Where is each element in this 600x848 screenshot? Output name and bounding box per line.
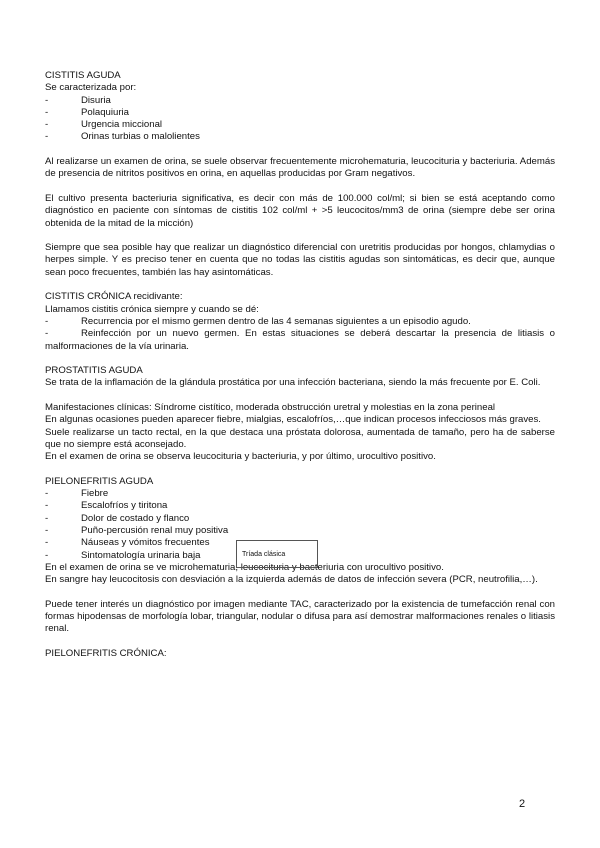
list-item xyxy=(45,488,555,500)
list-item-text: Sintomatología urinaria baja xyxy=(81,549,201,561)
paragraph-cultivo: El cultivo presenta bacteriuria significativa, es decir con más de 100.000 col/ml; si bien se está aceptando como diagnóstico en paciente con síntomas de cistitis 102 col/ml + >5 leucocitos/mm3 de orina (siempre debe ser orina obtenida de la mitad de la micción) xyxy=(45,192,555,229)
prostatitis-line: Suele realizarse un tacto rectal, en la que destaca una próstata dolorosa, aumentada de tamaño, pero ha de saberse que no siempre está aconsejado. xyxy=(45,426,555,450)
list-item-text: Puño-percusión renal muy positiva xyxy=(81,524,229,536)
list-item-text: Orinas turbias o malolientes xyxy=(81,131,200,143)
heading-cistitis-cronica xyxy=(45,291,555,303)
heading-suffix-text: recidivante: xyxy=(130,291,183,303)
heading-pielonefritis-cronica: PIELONEFRITIS CRÓNICA: xyxy=(45,647,167,659)
list-dash: - xyxy=(45,106,49,118)
list-dash: - xyxy=(45,524,49,536)
pielonefritis-imagen: Puede tener interés un diagnóstico por imagen mediante TAC, caracterizado por la existencia de tumefacción renal con formas hipodensas de morfología lobar, triangular, nodular o difusa para así demostrar malformaciones renales o litiasis renal. xyxy=(45,598,555,635)
list-dash: - xyxy=(45,488,49,500)
cistitis-aguda-intro: Se caracterizada por: xyxy=(45,82,137,94)
pielonefritis-line: En sangre hay leucocitosis con desviación a la izquierda además de datos de infección severa (PCR, neutrofilia,…). xyxy=(45,574,538,586)
list-dash: - xyxy=(45,119,49,131)
list-item-text: Dolor de costado y flanco xyxy=(81,512,190,524)
paragraph-examen-orina: Al realizarse un examen de orina, se suele observar frecuentemente microhematuria, leucocituria y bacteriuria. Además de presencia de nitritos positivos en orina, en aquellas producidas por Gram negativos. xyxy=(45,156,555,180)
list-item-text: Recurrencia por el mismo germen dentro de las 4 semanas siguientes a un episodio agudo. xyxy=(81,315,471,327)
page-number: 2 xyxy=(519,798,526,810)
list-item-text: Escalofríos y tiritona xyxy=(81,500,168,512)
list-item-text: Fiebre xyxy=(81,488,109,500)
list-item xyxy=(45,131,555,143)
list-item xyxy=(45,95,555,107)
list-item-text: Disuria xyxy=(81,94,111,106)
list-item-wrap xyxy=(45,328,555,353)
prostatitis-line: En el examen de orina se observa leucocituria y bacteriuria, y por último, urocultivo positivo. xyxy=(45,451,436,463)
heading-pielonefritis-aguda: PIELONEFRITIS AGUDA xyxy=(45,475,154,487)
paragraph-diagnostico-diferencial: Siempre que sea posible hay que realizar un diagnóstico diferencial con uretritis producidas por hongos, chlamydias o herpes simple. Y es preciso tener en cuenta que no todas las cistitis agudas son sintomáticas, es decir que, aunque sean poco frecuentes, también las hay asintomáticas. xyxy=(45,242,555,278)
list-item xyxy=(45,500,555,512)
triada-clasica-callout: Tríada clásica xyxy=(236,540,318,568)
list-dash: - xyxy=(45,328,49,340)
prostatitis-manifestaciones: Manifestaciones clínicas: Síndrome cistítico, moderada obstrucción uretral y molestias en la zona perineal xyxy=(45,402,496,414)
list-item xyxy=(45,316,555,328)
list-item-text: Urgencia miccional xyxy=(81,119,163,131)
heading-cistitis-aguda: CISTITIS AGUDA xyxy=(45,70,121,81)
prostatitis-definition: Se trata de la inflamación de la glándula prostática por una infección bacteriana, siendo la más frecuente por E. Coli. xyxy=(45,377,541,389)
cistitis-cronica-intro: Llamamos cistitis crónica siempre y cuando se dé: xyxy=(45,303,259,315)
list-dash: - xyxy=(45,512,49,524)
list-item-text-inner: Reinfección por un nuevo germen. En estas situaciones se deberá descartar la presencia de litiasis o malformaciones de la vía urinaria. xyxy=(45,328,555,352)
list-dash: - xyxy=(45,131,49,143)
list-item xyxy=(45,107,555,119)
list-item xyxy=(45,119,555,131)
list-dash: - xyxy=(45,549,49,561)
list-item-text xyxy=(45,328,555,353)
heading-prostatitis-aguda: PROSTATITIS AGUDA xyxy=(45,365,143,377)
list-item xyxy=(45,513,555,525)
page-content xyxy=(45,70,555,660)
list-dash: - xyxy=(45,94,49,106)
heading-main-text: CISTITIS CRÓNICA xyxy=(45,291,131,303)
prostatitis-line: En algunas ocasiones pueden aparecer fiebre, mialgias, escalofríos,…que indican procesos infecciosos más graves. xyxy=(45,414,541,426)
list-dash: - xyxy=(45,315,49,327)
list-item-text: Polaquiuria xyxy=(81,106,130,118)
list-dash: - xyxy=(45,537,49,549)
list-item-text: Náuseas y vómitos frecuentes xyxy=(81,537,210,549)
list-dash: - xyxy=(45,500,49,512)
pielonefritis-line: En el examen de orina se ve microhematuria, leucocituria y bacteriuria con urocultivo positivo. xyxy=(45,561,444,573)
list-item xyxy=(45,525,555,537)
